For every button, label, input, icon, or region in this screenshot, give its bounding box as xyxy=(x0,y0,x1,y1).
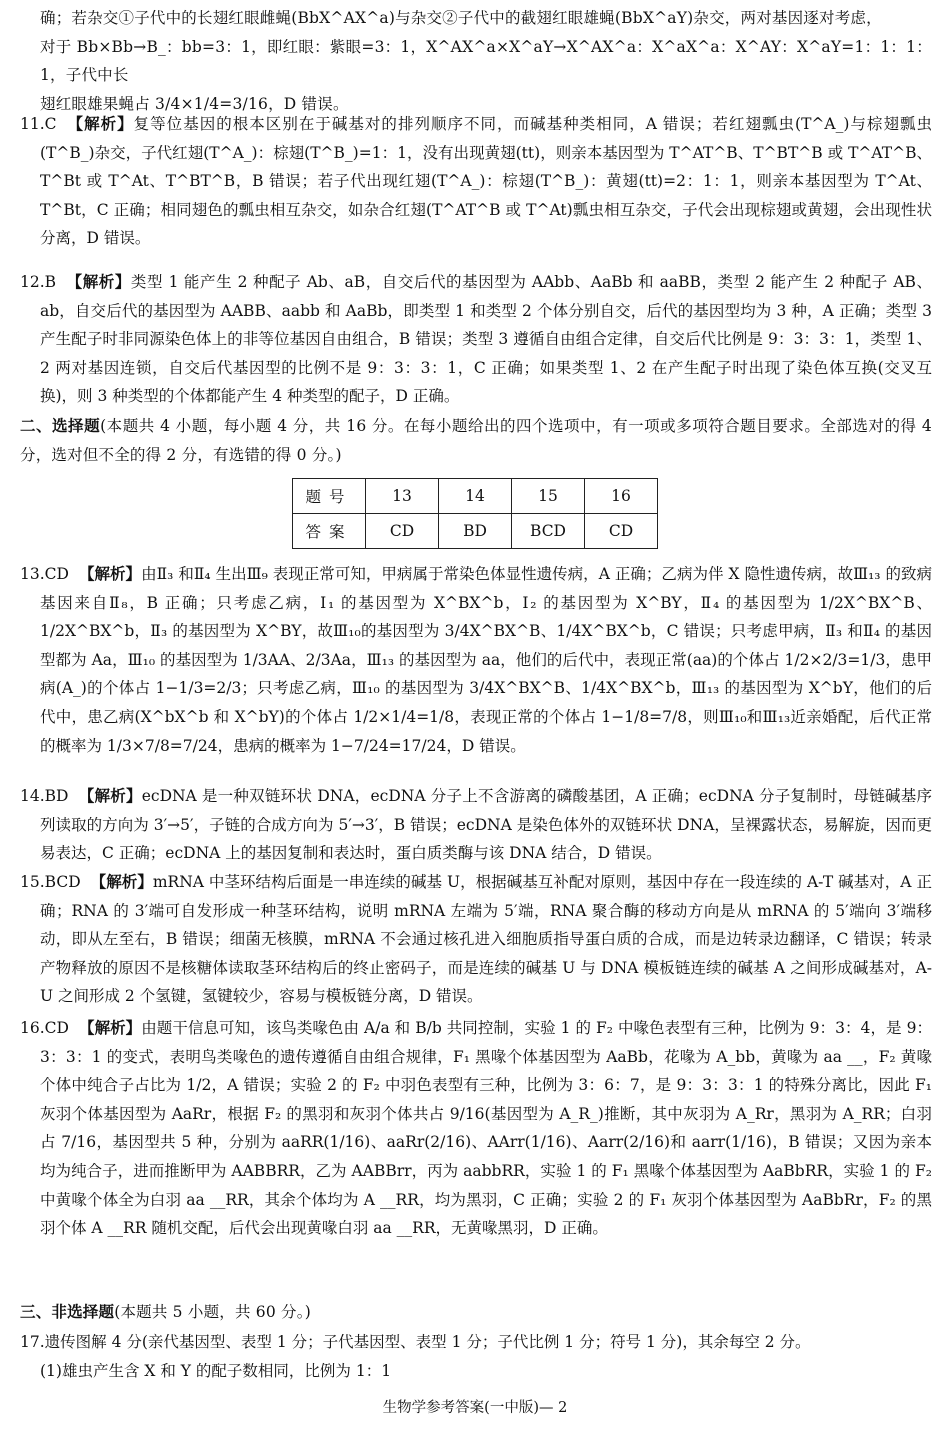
item-text: 类型 1 能产生 2 种配子 Ab、aB，自交后代的基因型为 AAbb、AaBb 和 aaBB，类型 2 能产生 2 种配子 AB、ab，自交后代的基因型为 AABB、aabb 和 AaBb，即类型 1 和类型 2 个体分别自交，后代的基因型均为 3 种，A 正确；类型 3 产生配子时非同源染色体上的非等位基因自由组合，B 错误；类型 3 遵循自由组合定律，自交后代比例是 9：3：3：1，类型 1、2 两对基因连锁，自交后代基因型的比例不是 9：3：3：1，C 正确；如果类型 1、2 在产生配子时出现了染色体互换(交叉互换)，则 3 种类型的个体都能产生 4 种类型的配子，D 正确。 xyxy=(40,273,932,406)
analysis-tag: 【解析】 xyxy=(90,872,153,891)
item-number: 15. xyxy=(20,873,45,891)
item-text: mRNA 中茎环结构后面是一串连续的碱基 U，根据碱基互补配对原则，基因中存在一段连续的 A-T 碱基对，A 正确；RNA 的 3′端可自发形成一种茎环结构，说明 mRNA 左端为 5′端，RNA 聚合酶的移动方向是从 mRNA 的 5′端向 3′端移动，即从左至右，B 错误；细菌无核膜，mRNA 不会通过核孔进入细胞质指导蛋白质的合成，而是边转录边翻译，C 错误；转录产物释放的原因不是核糖体读取茎环结构后的终止密码子，而是连续的碱基 U 与 DNA 模板链连续的碱基 A 之间形成碱基对，A-U 之间形成 2 个氢键，氢键较少，容易与模板链分离，D 错误。 xyxy=(40,873,932,1006)
item-14 xyxy=(20,782,932,868)
intro-line: 对于 Bb×Bb→B_：bb=3：1，即红眼：紫眼=3：1，X^AX^a×X^aY→X^AX^a：X^aX^a：X^AY：X^aY=1：1：1：1，子代中长 xyxy=(40,37,932,85)
answer-cell: BCD xyxy=(512,514,585,549)
answer-cell: CD xyxy=(366,514,439,549)
question-number: 16 xyxy=(585,479,658,514)
analysis-tag: 【解析】 xyxy=(78,564,142,583)
intro-continuation xyxy=(20,4,932,118)
analysis-tag: 【解析】 xyxy=(66,272,131,291)
analysis-tag: 【解析】 xyxy=(66,114,134,133)
question-number: 14 xyxy=(439,479,512,514)
item-17-sub1: (1)雄虫产生含 X 和 Y 的配子数相同，比例为 1：1 xyxy=(40,1361,392,1380)
item-number: 11. xyxy=(20,115,45,133)
item-17 xyxy=(20,1328,932,1385)
section-title: 二、选择题 xyxy=(20,416,101,435)
item-number: 13. xyxy=(20,565,45,583)
answer-table xyxy=(292,478,658,549)
answer-cell: BD xyxy=(439,514,512,549)
section-desc: (本题共 5 小题，共 60 分。) xyxy=(114,1303,311,1321)
question-number: 13 xyxy=(366,479,439,514)
item-text: ecDNA 是一种双链环状 DNA，ecDNA 分子上不含游离的磷酸基团，A 正确；ecDNA 分子复制时，母链碱基序列读取的方向为 3′→5′，子链的合成方向为 5′→3′，B 错误；ecDNA 是染色体外的双链环状 DNA，呈裸露状态，易解旋，因而更易表达，C 正确；ecDNA 上的基因复制和表达时，蛋白质类酶与该 DNA 结合，D 错误。 xyxy=(40,787,932,863)
section-title: 三、非选择题 xyxy=(20,1302,115,1321)
table-row-label: 题号 xyxy=(293,479,366,514)
item-16 xyxy=(20,1014,932,1243)
section-desc: (本题共 4 小题，每小题 4 分，共 16 分。在每小题给出的四个选项中，有一项或多项符合题目要求。全部选对的得 4 分，选对但不全的得 2 分，有选错的得 0 分。) xyxy=(20,417,932,464)
item-text: 由题干信息可知，该鸟类喙色由 A/a 和 B/b 共同控制，实验 1 的 F₂ 中喙色表型有三种，比例为 9：3：4，是 9：3：3：1 的变式，表明鸟类喙色的遗传遵循自由组合规律，F₁ 黑喙个体基因型为 AaBb，花喙为 A_bb，黄喙为 aa __，F₂ 黄喙个体中纯合子占比为 1/2，A 错误；实验 2 的 F₂ 中羽色表型有三种，比例为 3：6：7，是 9：3：3：1 的特殊分离比，因此 F₁ 灰羽个体基因型为 AaRr，根据 F₂ 的黑羽和灰羽个体共占 9/16(基因型为 A_R_)推断，其中灰羽为 A_Rr，黑羽为 A_RR；白羽占 7/16，基因型共 5 种，分别为 aaRR(1/16)、aaRr(2/16)、AArr(1/16)、Aarr(2/16)和 aarr(1/16)，B 错误；又因为亲本均为纯合子，进而推断甲为 AABBRR，乙为 AABBrr，丙为 aabbRR，实验 1 的 F₁ 黑喙个体基因型为 AaBbRR，实验 1 的 F₂ 中黄喙个体全为白羽 aa __RR，其余个体均为 A __RR，均为黑羽，C 正确；实验 2 的 F₁ 灰羽个体基因型为 AaBbRr，F₂ 的黑羽个体 A __RR 随机交配，后代会出现黄喙白羽 aa __RR，无黄喙黑羽，D 正确。 xyxy=(40,1019,932,1238)
item-15 xyxy=(20,868,932,1011)
item-answer: C xyxy=(44,115,57,133)
table-row-label: 答案 xyxy=(293,514,366,549)
item-number: 16. xyxy=(20,1019,45,1037)
question-number: 15 xyxy=(512,479,585,514)
section-3-header xyxy=(20,1298,932,1327)
item-answer: B xyxy=(44,273,57,291)
answer-table-wrap xyxy=(0,474,950,553)
item-number: 12. xyxy=(20,273,45,291)
intro-line: 确；若杂交①子代中的长翅红眼雌蝇(BbX^AX^a)与杂交②子代中的截翅红眼雄蝇(BbX^aY)杂交，两对基因逐对考虑， xyxy=(40,9,882,27)
item-answer: CD xyxy=(44,1019,69,1037)
item-text: 复等位基因的根本区别在于碱基对的排列顺序不同，而碱基种类相同，A 错误；若红翅瓢虫(T^A_)与棕翅瓢虫(T^B_)杂交，子代红翅(T^A_)：棕翅(T^B_)=1：1，没有出现黄翅(tt)，则亲本基因型为 T^AT^B、T^BT^B 或 T^AT^B、T^Bt 或 T^At、T^BT^B，B 错误；若子代出现红翅(T^A_)：棕翅(T^B_)：黄翅(tt)=2：1：1，则亲本基因型为 T^At、T^Bt，C 正确；相同翅色的瓢虫相互杂交，如杂合红翅(T^AT^B 或 T^At)瓢虫相互杂交，子代会出现棕翅或黄翅，会出现性状分离，D 错误。 xyxy=(40,115,932,248)
intro-line: 翅红眼雄果蝇占 3/4×1/4=3/16，D 错误。 xyxy=(40,94,349,113)
answer-cell: CD xyxy=(585,514,658,549)
item-number: 17. xyxy=(20,1333,45,1351)
page-footer: 生物学参考答案(一中版)— 2 xyxy=(382,1400,568,1416)
item-answer: BCD xyxy=(44,873,81,891)
item-text: 遗传图解 4 分(亲代基因型、表型 1 分；子代基因型、表型 1 分；子代比例 1 分；符号 1 分)，其余每空 2 分。 xyxy=(44,1333,811,1351)
item-answer: CD xyxy=(44,565,69,583)
item-13 xyxy=(20,560,932,760)
item-number: 14. xyxy=(20,787,45,805)
item-12 xyxy=(20,268,932,411)
item-11 xyxy=(20,110,932,253)
table-row xyxy=(293,479,658,514)
section-2-header xyxy=(20,412,932,469)
table-row xyxy=(293,514,658,549)
item-answer: BD xyxy=(44,787,69,805)
analysis-tag: 【解析】 xyxy=(78,786,142,805)
analysis-tag: 【解析】 xyxy=(78,1018,142,1037)
item-text: 由Ⅱ₃ 和Ⅱ₄ 生出Ⅲ₉ 表现正常可知，甲病属于常染色体显性遗传病，A 正确；乙病为伴 X 隐性遗传病，故Ⅲ₁₃ 的致病基因来自Ⅱ₈，B 正确；只考虑乙病，Ⅰ₁ 的基因型为 X^BX^b，Ⅰ₂ 的基因型为 X^BY，Ⅱ₄ 的基因型为 1/2X^BX^B、1/2X^BX^b，Ⅱ₃ 的基因型为 X^BY，故Ⅲ₁₀的基因型为 3/4X^BX^B、1/4X^BX^b，C 错误；只考虑甲病，Ⅱ₃ 和Ⅱ₄ 的基因型都为 Aa，Ⅲ₁₀ 的基因型为 1/3AA、2/3Aa，Ⅲ₁₃ 的基因型为 aa，他们的后代中，表现正常(aa)的个体占 1/2×2/3=1/3，患甲病(A_)的个体占 1−1/3=2/3；只考虑乙病，Ⅲ₁₀ 的基因型为 3/4X^BX^B、1/4X^BX^b，Ⅲ₁₃ 的基因型为 X^bY，他们的后代中，患乙病(X^bX^b 和 X^bY)的个体占 1/2×1/4=1/8，表现正常的个体占 1−1/8=7/8，则Ⅲ₁₀和Ⅲ₁₃近亲婚配，后代正常的概率为 1/3×7/8=7/24，患病的概率为 1−7/24=17/24，D 错误。 xyxy=(40,565,932,755)
